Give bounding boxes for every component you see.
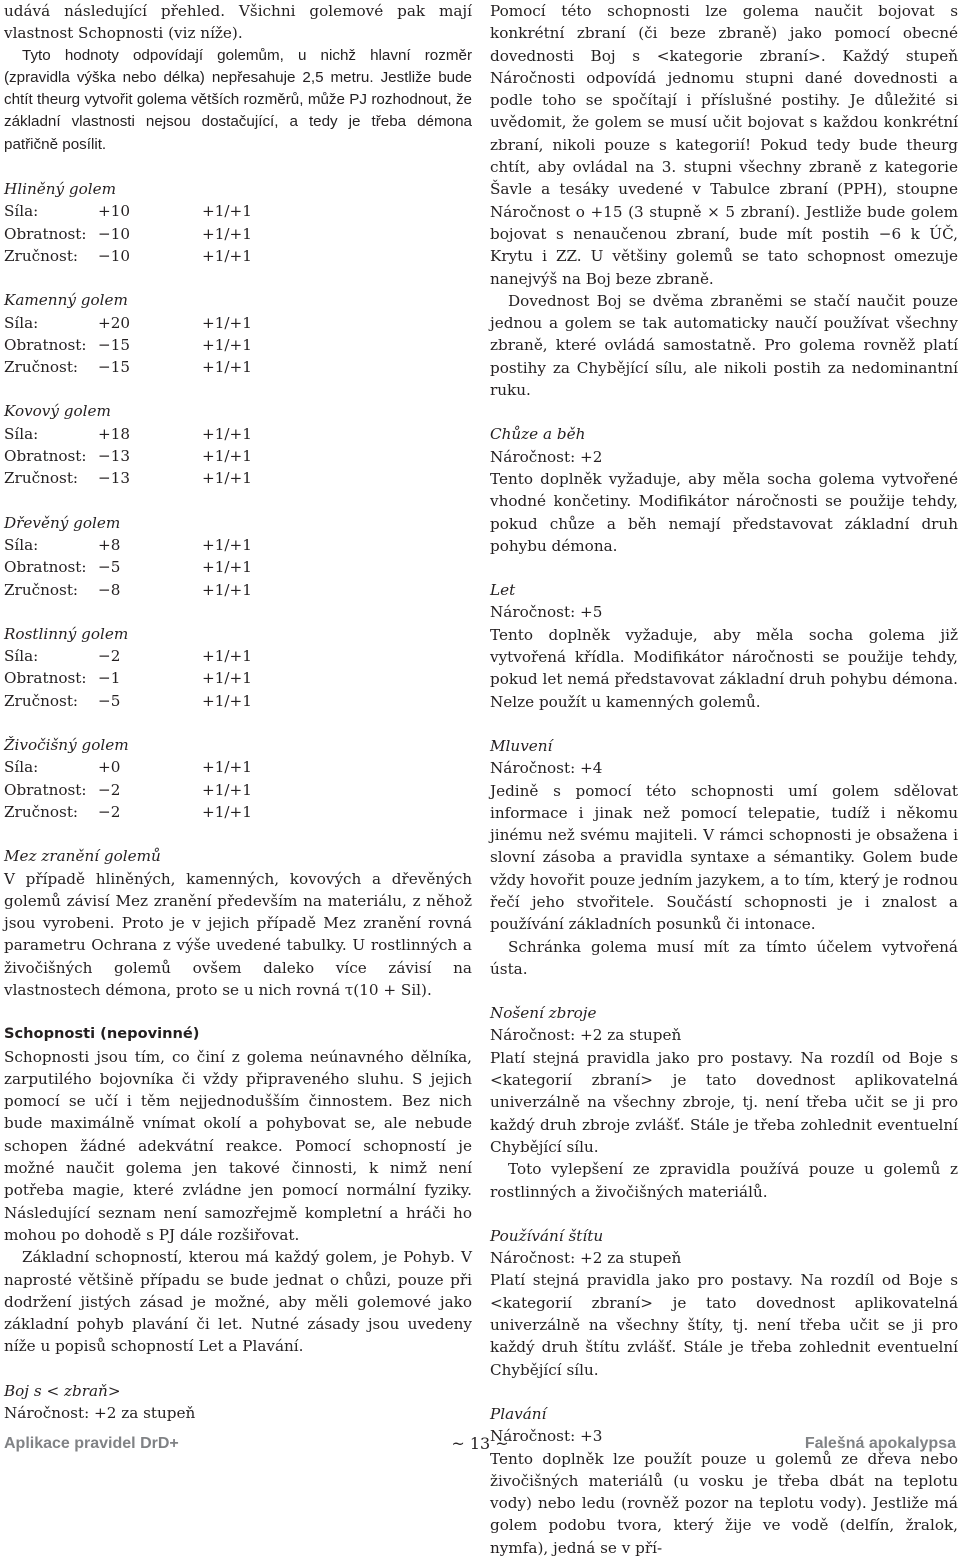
- schopnosti-heading: Schopnosti (nepovinné): [4, 1025, 200, 1043]
- ability-section: [490, 1002, 958, 1203]
- stat-label: Zručnost:: [4, 802, 79, 821]
- stat-value: −15: [98, 358, 131, 377]
- ability-description: Tento doplněk vyžaduje, aby měla socha golema vytvořené vhodné končetiny. Modifikátor náročnosti se použije tehdy, pokud chůze a běh nemají představovat základní druh pohybu démona.: [490, 469, 958, 555]
- spacer: [4, 823, 472, 845]
- stat-bonus: +1/+1: [202, 358, 252, 377]
- page-footer: [0, 1432, 960, 1456]
- spacer: [490, 713, 958, 735]
- stat-row: [4, 645, 472, 667]
- ability-description: Platí stejná pravidla jako pro postavy. Na rozdíl od Boje s <kategorií zbraní> je tato dovednost aplikovatelná univerzálně na všechny zbroje, tj. není třeba učit se ji pro každý druh zbroje zvlášť. Stále je třeba zohlednit eventuelní Chybějící sílu.: [490, 1048, 958, 1156]
- stat-value: −10: [98, 246, 131, 265]
- ability-title: Chůze a běh: [490, 425, 586, 444]
- stat-bonus: +1/+1: [202, 447, 252, 466]
- stat-label: Zručnost:: [4, 358, 79, 377]
- stat-row: [4, 690, 472, 712]
- stat-label: Síla:: [4, 313, 39, 332]
- schopnosti-paragraph-2: Základní schopností, kterou má každý golem, je Pohyb. V naprosté většině případu se bude jednat o chůzi, pouze při dodržení jistých zásad je možné, aby měli golemové jako základní pohyb plavání či let. Nutné zásady jsou uvedeny níže u popisů schopností Let a Plavání.: [4, 1248, 472, 1356]
- golem-name: Kovový golem: [4, 402, 111, 421]
- stat-bonus: +1/+1: [202, 246, 252, 265]
- size-paragraph: Tyto hodnoty odpovídají golemům, u nichž hlavní rozměr (zpravidla výška nebo délka) nepřesahuje 2,5 metru. Jestliže bude chtít theurg vytvořit golema větších rozměrů, může PJ rozhodnout, že základní vlastnosti nejsou dostačující, a tedy je třeba démona patřičně posílit.: [4, 46, 472, 153]
- stat-label: Obratnost:: [4, 224, 87, 243]
- spacer: [490, 1203, 958, 1225]
- golem-name: Kamenný golem: [4, 291, 128, 310]
- stat-label: Obratnost:: [4, 558, 87, 577]
- stat-row: [4, 312, 472, 334]
- stat-row: [4, 223, 472, 245]
- spacer: [4, 712, 472, 734]
- stat-bonus: +1/+1: [202, 691, 252, 710]
- stat-bonus: +1/+1: [202, 580, 252, 599]
- stat-label: Zručnost:: [4, 691, 79, 710]
- stat-bonus: +1/+1: [202, 558, 252, 577]
- ability-difficulty: Náročnost: +5: [490, 603, 603, 622]
- stat-label: Obratnost:: [4, 669, 87, 688]
- stat-bonus: +1/+1: [202, 224, 252, 243]
- stat-value: +10: [98, 202, 131, 221]
- boj-paragraph-2: Dovednost Boj se dvěma zbraněmi se stačí naučit pouze jednou a golem se tak automaticky naučí používat všechny zbraně, které ovládá samostatně. Pro golema rovněž platí postihy za Chybějící sílu, ale nikoli postih za nedominantní ruku.: [490, 291, 958, 400]
- golem-name: Rostlinný golem: [4, 624, 129, 643]
- stat-label: Síla:: [4, 535, 39, 554]
- stat-label: Síla:: [4, 202, 39, 221]
- golem-block: [4, 623, 472, 734]
- spacer: [4, 378, 472, 400]
- footer-module-title: Falešná apokalypsa: [804, 1435, 956, 1452]
- ability-title: Let: [490, 581, 516, 600]
- mez-paragraph: V případě hliněných, kamenných, kovových a dřevěných golemů závisí Mez zranění především na materiálu, z něhož jsou vyrobeni. Proto je v jejich případě Mez zranění rovná parametru Ochrana z výše uvedené tabulky. U rostlinných a živočišných golemů ovšem daleko více závisí na vlastnostech démona, proto se u nich rovná τ(10 + Sil).: [4, 869, 472, 999]
- stat-row: [4, 445, 472, 467]
- ability-difficulty: Náročnost: +3: [490, 1427, 603, 1446]
- stat-row: [4, 556, 472, 578]
- ability-description: Toto vylepšení ze zpravidla používá pouze u golemů z rostlinných a živočišných materiálů.: [490, 1160, 958, 1201]
- ability-description: Tento doplněk lze použít pouze u golemů ze dřeva nebo živočišných materiálů (u vosku je třeba dbát na teplotu vody) nebo ledu (rovněž pozor na teplotu vody). Jestliže má golem podobu tvora, který žije ve vodě (delfín, žralok, nymfa), jedná se v pří-: [490, 1449, 958, 1557]
- stat-row: [4, 534, 472, 556]
- stat-value: −2: [98, 802, 121, 821]
- schopnosti-paragraph: Schopnosti jsou tím, co činí z golema neúnavného dělníka, zarputilého bojovníka či vždy připraveného sluhu. S jejich pomocí se učí i těm nejjednodušším činnostem. Bez nich bude maximálně vnímat okolí a pohybovat se, ale nebude schopen žádné adekvátní reakce. Pomocí schopností je možné naučit golema jen takové činnosti, k nimž není potřeba magie, které zvládne jen pomocí normální fyziky. Následující seznam není samozřejmě kompletní a hráči ho mohou po dohodě s PJ dále rozšiřovat.: [4, 1047, 472, 1244]
- stat-label: Obratnost:: [4, 335, 87, 354]
- ability-title: Mluvení: [490, 736, 553, 755]
- spacer: [490, 401, 958, 423]
- stat-row: [4, 356, 472, 378]
- stat-row: [4, 667, 472, 689]
- stat-bonus: +1/+1: [202, 335, 252, 354]
- ability-description: Platí stejná pravidla jako pro postavy. Na rozdíl od Boje s <kategorií zbraní> je tato dovednost aplikovatelná univerzálně na všechny štíty, tj. není třeba učit se ji pro každý druh štítu zvlášť. Stále je třeba zohlednit eventuelní Chybějící sílu.: [490, 1271, 958, 1379]
- stat-bonus: +1/+1: [202, 535, 252, 554]
- stat-label: Obratnost:: [4, 447, 87, 466]
- spacer: [4, 1001, 472, 1023]
- stat-value: +20: [98, 313, 131, 332]
- stat-row: [4, 801, 472, 823]
- ability-section: [490, 1403, 958, 1559]
- spacer: [4, 601, 472, 623]
- golem-name: Živočišný golem: [4, 736, 129, 755]
- stat-bonus: +1/+1: [202, 780, 252, 799]
- stat-row: [4, 756, 472, 778]
- stat-value: +0: [98, 758, 121, 777]
- ability-description: Tento doplněk vyžaduje, aby měla socha golema již vytvořená křídla. Modifikátor náročnosti se použije tehdy, pokud let nemá představovat základní druh pohybu démona. Nelze použít u kamenných golemů.: [490, 625, 958, 711]
- stat-value: −2: [98, 647, 121, 666]
- left-column: [4, 0, 472, 1424]
- spacer: [4, 156, 472, 178]
- stat-row: [4, 579, 472, 601]
- abilities-list: [490, 401, 958, 1559]
- spacer: [490, 557, 958, 579]
- spacer: [4, 490, 472, 512]
- ability-difficulty: Náročnost: +2: [490, 447, 603, 466]
- spacer: [490, 980, 958, 1002]
- stat-row: [4, 334, 472, 356]
- stat-value: −5: [98, 558, 121, 577]
- golem-block: [4, 734, 472, 845]
- boj-heading: Boj s < zbraň>: [4, 1381, 121, 1400]
- stat-value: −2: [98, 780, 121, 799]
- stat-label: Síla:: [4, 424, 39, 443]
- ability-section: [490, 735, 958, 980]
- stat-row: [4, 245, 472, 267]
- right-column: [490, 0, 958, 1559]
- golem-name: Dřevěný golem: [4, 513, 121, 532]
- spacer: [4, 267, 472, 289]
- golem-block: [4, 512, 472, 623]
- stat-bonus: +1/+1: [202, 469, 252, 488]
- ability-section: [490, 579, 958, 713]
- stat-value: −13: [98, 447, 131, 466]
- stat-bonus: +1/+1: [202, 669, 252, 688]
- stat-value: −13: [98, 469, 131, 488]
- stat-label: Síla:: [4, 758, 39, 777]
- stat-bonus: +1/+1: [202, 424, 252, 443]
- stat-value: −5: [98, 691, 121, 710]
- stat-label: Obratnost:: [4, 780, 87, 799]
- boj-paragraph: Pomocí této schopnosti lze golema naučit bojovat s konkrétní zbraní (či beze zbraně) jako pomocí obecné dovednosti Boj s <kategorie zbraní>. Každý stupeň Náročnosti odpovídá jednomu stupni dané dovednosti a podle toho se spočítají i příslušné postihy. Je důležité si uvědomit, že golem se musí učit bojovat s každou konkrétní zbraní, nikoli pouze s kategorií! Pokud tedy bude theurg chtít, aby ovládal na 3. stupni všechny zbraně z kategorie Šavle a tesáky uvedené v Tabulce zbraní (PPH), stoupne Náročnost o +15 (3 stupně × 5 zbraní). Jestliže bude golem bojovat s nenaučenou zbraní, bude mít postih −6 k ÚČ, Krytu i ZZ. U většiny golemů se tato schopnost omezuje nanejvýš na Boj beze zbraně.: [490, 2, 958, 288]
- mez-heading: Mez zranění golemů: [4, 847, 161, 866]
- page-number: ~ 13 ~: [451, 1434, 509, 1453]
- ability-section: [490, 1225, 958, 1381]
- ability-title: Nošení zbroje: [490, 1004, 597, 1023]
- stat-row: [4, 467, 472, 489]
- golem-block: [4, 400, 472, 511]
- stat-label: Zručnost:: [4, 246, 79, 265]
- ability-title: Plavání: [490, 1404, 547, 1423]
- stat-label: Zručnost:: [4, 469, 79, 488]
- golem-name: Hliněný golem: [4, 180, 117, 199]
- intro-paragraph: udává následující přehled. Všichni golemové pak mají vlastnost Schopnosti (viz níže).: [4, 2, 472, 43]
- footer-book-title: Aplikace pravidel DrD+: [4, 1435, 179, 1452]
- stat-label: Zručnost:: [4, 580, 79, 599]
- ability-description: Jedině s pomocí této schopnosti umí golem sdělovat informace i jinak než pomocí telepatie, tudíž i někomu jinému než svému majiteli. V rámci schopnosti je obsažena i slovní zásoba a pravidla syntaxe a sémantiky. Golem bude vždy hovořit pouze jedním jazykem, a to tím, který je rodnou řečí jeho stvořitele. Součástí schopnosti je i znalost a používání základních posunků či intonace.: [490, 781, 958, 934]
- stat-value: −10: [98, 224, 131, 243]
- golem-block: [4, 178, 472, 289]
- spacer: [4, 1358, 472, 1380]
- stat-value: −15: [98, 335, 131, 354]
- golem-block: [4, 289, 472, 400]
- stat-row: [4, 423, 472, 445]
- stat-value: −1: [98, 669, 121, 688]
- stat-bonus: +1/+1: [202, 758, 252, 777]
- stat-value: +8: [98, 535, 121, 554]
- stat-label: Síla:: [4, 647, 39, 666]
- golem-stats-list: [4, 178, 472, 845]
- ability-difficulty: Náročnost: +2 za stupeň: [490, 1026, 682, 1045]
- stat-bonus: +1/+1: [202, 313, 252, 332]
- stat-bonus: +1/+1: [202, 802, 252, 821]
- ability-section: [490, 423, 958, 557]
- stat-bonus: +1/+1: [202, 647, 252, 666]
- stat-row: [4, 779, 472, 801]
- spacer: [490, 1381, 958, 1403]
- stat-value: +18: [98, 424, 131, 443]
- stat-value: −8: [98, 580, 121, 599]
- boj-difficulty: Náročnost: +2 za stupeň: [4, 1404, 196, 1423]
- stat-row: [4, 200, 472, 222]
- ability-description: Schránka golema musí mít za tímto účelem vytvořená ústa.: [490, 937, 958, 978]
- ability-title: Používání štítu: [490, 1226, 604, 1245]
- ability-difficulty: Náročnost: +4: [490, 759, 603, 778]
- ability-difficulty: Náročnost: +2 za stupeň: [490, 1249, 682, 1268]
- stat-bonus: +1/+1: [202, 202, 252, 221]
